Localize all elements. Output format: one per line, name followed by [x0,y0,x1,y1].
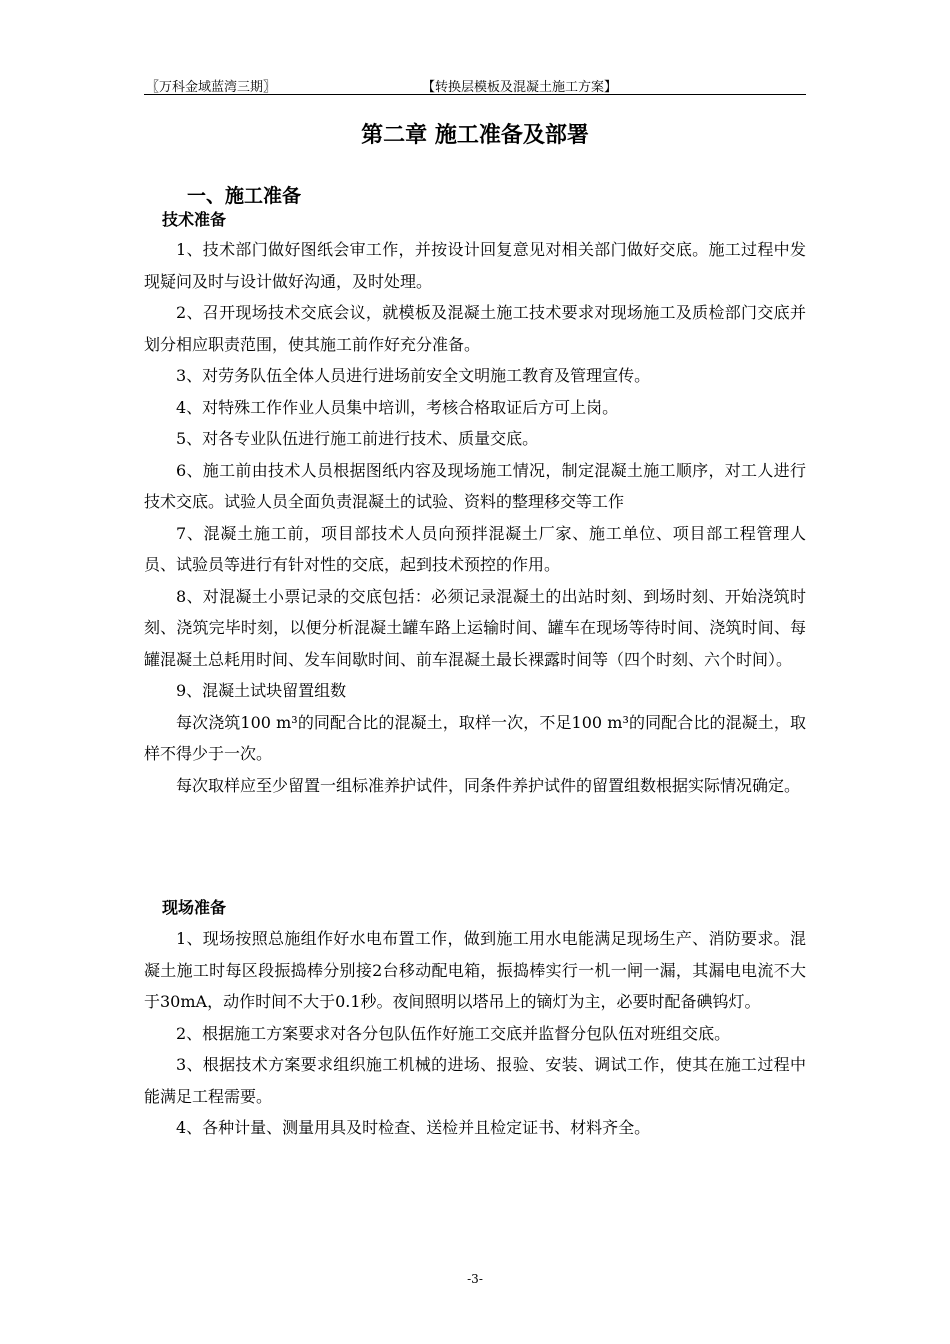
tech-paragraph: 每次取样应至少留置一组标准养护试件，同条件养护试件的留置组数根据实际情况确定。 [176,775,801,795]
site-paragraph: 1、现场按照总施组作好水电布置工作，做到施工用水电能满足现场生产、消防要求。混凝土施工时每区段振捣棒分别接2台移动配电箱，振捣棒实行一机一闸一漏，其漏电电流不大于30mA，动作时间不大于0.1秒。夜间照明以塔吊上的镝灯为主，必要时配备碘钨灯。 [144,929,806,1011]
header-project-name: 〖万科金域蓝湾三期〗 [146,80,277,95]
page-number: -3- [467,1272,483,1286]
header-document-title: 【转换层模板及混凝土施工方案】 [422,80,618,95]
tech-paragraph: 5、对各专业队伍进行施工前进行技术、质量交底。 [176,429,539,448]
site-prep-heading: 现场准备 [162,898,227,917]
tech-paragraph: 1、技术部门做好图纸会审工作，并按设计回复意见对相关部门做好交底。施工过程中发现疑问及时与设计做好沟通，及时处理。 [144,240,806,291]
tech-paragraph: 6、施工前由技术人员根据图纸内容及现场施工情况，制定混凝土施工顺序，对工人进行技术交底。试验人员全面负责混凝土的试验、资料的整理移交等工作 [144,460,806,511]
tech-paragraph: 9、混凝土试块留置组数 [176,681,347,700]
tech-paragraph: 8、对混凝土小票记录的交底包括：必须记录混凝土的出站时刻、到场时刻、开始浇筑时刻、浇筑完毕时刻，以便分析混凝土罐车路上运输时间、罐车在现场等待时间、浇筑时间、每罐混凝土总耗用时间、发车间歇时间、前车混凝土最长裸露时间等（四个时刻、六个时间）。 [144,586,806,669]
site-paragraph: 3、根据技术方案要求组织施工机械的进场、报验、安装、调试工作，使其在施工过程中能满足工程需要。 [144,1055,806,1106]
page-header [144,72,806,95]
tech-paragraph: 3、对劳务队伍全体人员进行进场前安全文明施工教育及管理宣传。 [176,366,651,385]
section-title: 一、施工准备 [187,185,302,207]
tech-paragraph: 7、混凝土施工前，项目部技术人员向预拌混凝土厂家、施工单位、项目部工程管理人员、试验员等进行有针对性的交底，起到技术预控的作用。 [144,523,806,574]
tech-paragraph: 每次浇筑100 m³的同配合比的混凝土，取样一次，不足100 m³的同配合比的混凝土，取样不得少于一次。 [144,712,806,763]
tech-paragraph: 2、召开现场技术交底会议，就模板及混凝土施工技术要求对现场施工及质检部门交底并划分相应职责范围，使其施工前作好充分准备。 [144,303,806,354]
chapter-title: 第二章 施工准备及部署 [361,123,589,148]
site-paragraph: 4、各种计量、测量用具及时检查、送检并且检定证书、材料齐全。 [176,1118,651,1137]
site-prep-content [144,923,806,1144]
site-paragraph: 2、根据施工方案要求对各分包队伍作好施工交底并监督分包队伍对班组交底。 [176,1023,731,1043]
tech-prep-content [144,234,806,801]
tech-prep-heading: 技术准备 [162,210,227,229]
tech-paragraph: 4、对特殊工作作业人员集中培训，考核合格取证后方可上岗。 [176,397,619,417]
